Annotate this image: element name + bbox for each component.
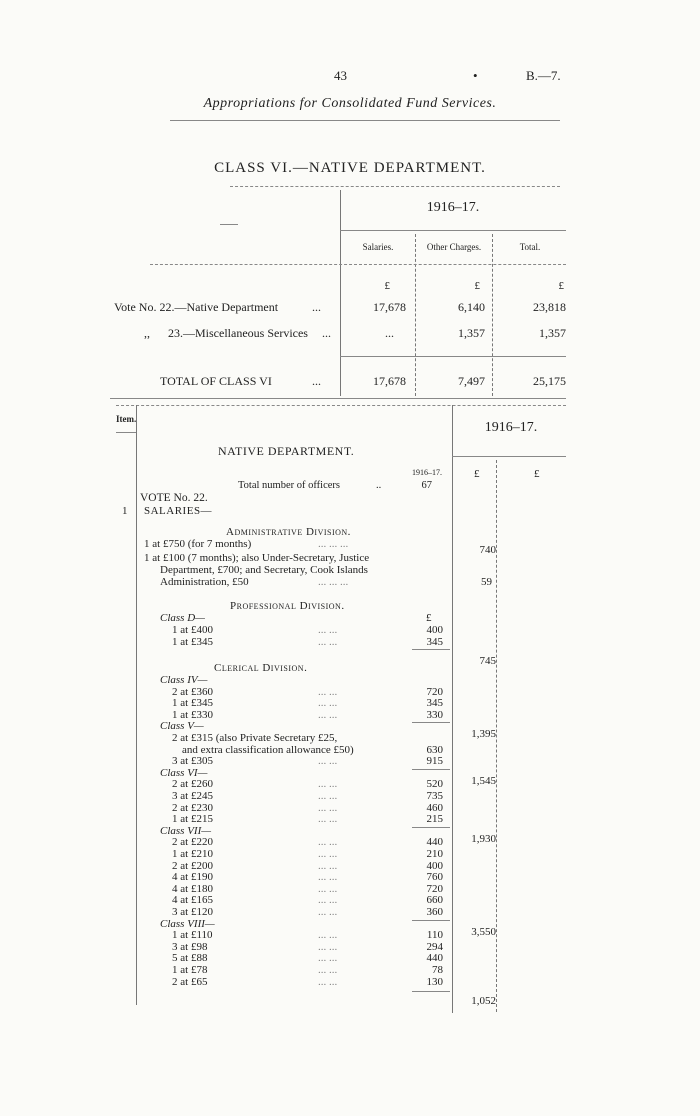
officers-dots: .. [376, 480, 382, 491]
salary-row-value: 78 [432, 964, 443, 976]
row-total: 23,818 [533, 300, 566, 314]
summary-bottom-rule [110, 398, 566, 399]
salary-row-label: 5 at £88 [172, 952, 208, 965]
class-title: CLASS VI.—NATIVE DEPARTMENT. [214, 160, 486, 176]
class-vi-label: Class VI— [160, 766, 208, 779]
total-dots: ... [312, 374, 321, 388]
row-other: 1,357 [458, 326, 485, 340]
class-vii-label: Class VII— [160, 824, 212, 837]
salary-row-label: 1 at £78 [172, 964, 208, 976]
subtotal-rule [412, 991, 450, 992]
salary-row-dots: ... ... [318, 685, 338, 698]
subtotal-rule [412, 649, 450, 650]
salary-row-dots: ... ... [318, 871, 338, 884]
salary-row-value: 460 [426, 801, 443, 814]
currency-other: £ [474, 280, 480, 292]
admin-line-2b: Department, £700; and Secretary, Cook Islands [160, 564, 368, 576]
class-subtotal: 1,395 [471, 728, 496, 741]
admin-line-1-dots: ... ... ... [318, 538, 349, 550]
salary-row-dots: ... ... [318, 975, 338, 988]
item-heading-rule [116, 432, 136, 433]
subtotal-rule [412, 827, 450, 828]
salary-row-value: 345 [426, 697, 443, 710]
salary-row-value: 520 [426, 778, 443, 791]
colhead-rule [150, 264, 566, 265]
class-v-label: Class V— [160, 720, 204, 733]
salary-row-label: 1 at £110 [172, 929, 213, 942]
class-subtotal: 1,930 [471, 832, 496, 845]
salary-row-label: 2 at £360 [172, 685, 213, 698]
page-number: 43 [334, 68, 347, 83]
detail-pound-1: £ [474, 468, 480, 480]
class-v-line-2: and extra classification allowance £50) [182, 743, 354, 756]
salary-row-dots: ... ... [318, 906, 338, 918]
salary-row-dots: ... ... [318, 952, 338, 965]
row-dots: ... [312, 300, 321, 314]
salary-row-label: 2 at £200 [172, 859, 213, 872]
header-bullet: • [473, 68, 478, 83]
admin-line-1: 1 at £750 (for 7 months) [144, 538, 252, 550]
total-salaries: 17,678 [373, 374, 406, 388]
class-subtotal: 1,052 [471, 995, 496, 1008]
subtotal-rule [412, 920, 450, 921]
salary-row-value: 760 [426, 871, 443, 884]
item-heading: Item. [116, 414, 137, 424]
salary-row-value: 440 [426, 836, 443, 849]
salary-row-value: 130 [426, 975, 443, 988]
salary-row-value: 735 [426, 790, 443, 802]
clerical-heading: Clerical Division. [214, 662, 308, 674]
salary-row-label: 4 at £180 [172, 882, 213, 895]
currency-total: £ [558, 280, 564, 292]
salary-row-value: 110 [426, 929, 443, 942]
salary-row-value: 720 [426, 685, 443, 698]
detail-pound-2: £ [534, 468, 540, 480]
header-rule [170, 120, 560, 121]
row-salaries: 17,678 [373, 300, 406, 314]
salary-row-label: 2 at £65 [172, 975, 208, 988]
salary-row-label: 1 at £215 [172, 813, 213, 826]
salary-row-value: 440 [426, 952, 443, 965]
salary-row-dots: ... ... [318, 813, 338, 826]
class-iv-label: Class IV— [160, 674, 208, 686]
summary-col-divider-3 [492, 234, 493, 396]
row-other: 6,140 [458, 300, 485, 314]
class-v-line-2-value: 630 [426, 743, 443, 756]
amount-col-divider [452, 405, 453, 1013]
salary-row-dots: ... ... [318, 624, 338, 636]
detail-year-rule [452, 456, 566, 457]
salary-row-label: 2 at £230 [172, 801, 213, 814]
salary-row-value: 720 [426, 882, 443, 895]
prof-class: Class D— [160, 612, 205, 624]
salary-row-value: 294 [426, 940, 443, 953]
admin-line-2a: 1 at £100 (7 months); also Under-Secretary, Justice [144, 552, 370, 564]
row-total: 1,357 [539, 326, 566, 340]
subtotal-rule [412, 722, 450, 723]
row-ditto: ,, [144, 326, 150, 340]
detail-year: 1916–17. [484, 420, 538, 435]
admin-heading: Administrative Division. [226, 526, 351, 538]
admin-line-2-dots: ... ... ... [318, 576, 349, 588]
admin-line-1-value: 740 [479, 544, 496, 556]
salary-row-value: 210 [426, 848, 443, 860]
salary-row-label: 1 at £345 [172, 697, 213, 710]
class-v-line-1: 2 at £315 (also Private Secretary £25, [172, 732, 338, 744]
salary-row-label: 4 at £165 [172, 894, 213, 907]
col-total: Total. [519, 242, 541, 252]
row-label: 23.—Miscellaneous Services [168, 326, 308, 340]
year-rule [340, 230, 566, 231]
salary-row-label: 1 at £400 [172, 624, 213, 636]
class-v-row-dots: ... ... [318, 755, 338, 768]
salary-row-label: 2 at £220 [172, 836, 213, 849]
summary-stub-dash [220, 224, 238, 225]
salary-row-dots: ... ... [318, 940, 338, 953]
summary-col-divider-2 [415, 234, 416, 396]
salary-row-dots: ... ... [318, 778, 338, 791]
salary-row-value: 345 [426, 635, 443, 648]
summary-year: 1916–17. [426, 200, 480, 215]
col-salaries: Salaries. [362, 242, 394, 252]
currency-salaries: £ [384, 280, 390, 292]
amount-col-divider-2 [496, 460, 497, 1012]
salary-row-dots: ... ... [318, 964, 338, 976]
row-dots: ... [322, 326, 331, 340]
salary-row-value: 660 [426, 894, 443, 907]
row-salaries: ... [385, 326, 394, 340]
salary-row-value: 400 [426, 624, 443, 636]
salary-row-dots: ... ... [318, 859, 338, 872]
salary-row-label: 3 at £245 [172, 790, 213, 802]
salary-row-dots: ... ... [318, 848, 338, 860]
admin-line-2c: Administration, £50 [160, 576, 249, 588]
salary-row-label: 1 at £330 [172, 708, 213, 721]
officers-year: 1916–17. [412, 468, 442, 477]
total-other: 7,497 [458, 374, 485, 388]
salary-row-label: 3 at £120 [172, 906, 213, 918]
doc-reference: B.—7. [526, 68, 561, 83]
salary-row-dots: ... ... [318, 635, 338, 648]
salary-row-dots: ... ... [318, 882, 338, 895]
subtotal-rule [412, 769, 450, 770]
class-v-row-value: 915 [426, 755, 443, 768]
salary-row-dots: ... ... [318, 801, 338, 814]
salary-row-label: 1 at £210 [172, 848, 213, 860]
salary-row-dots: ... ... [318, 790, 338, 802]
salary-row-dots: ... ... [318, 929, 338, 942]
officers-label: Total number of officers [238, 480, 340, 491]
row-label: Vote No. 22.—Native Department [114, 300, 279, 314]
salary-row-label: 3 at £98 [172, 940, 208, 953]
class-subtotal: 745 [479, 655, 496, 668]
title-rule [230, 186, 560, 187]
salary-row-value: 360 [426, 906, 443, 918]
salary-row-value: 215 [426, 813, 443, 826]
detail-top-rule [116, 405, 566, 406]
admin-line-2-value: 59 [481, 576, 492, 588]
class-v-row-label: 3 at £305 [172, 755, 213, 768]
item-col-divider [136, 405, 137, 1005]
total-total: 25,175 [533, 374, 566, 388]
salary-row-label: 4 at £190 [172, 871, 213, 884]
item-number: 1 [122, 505, 128, 517]
page-subtitle: Appropriations for Consolidated Fund Services. [203, 96, 497, 111]
salary-row-dots: ... ... [318, 708, 338, 721]
officers-count: 67 [421, 480, 432, 491]
salary-row-dots: ... ... [318, 697, 338, 710]
class-subtotal: 3,550 [471, 925, 496, 938]
class-subtotal: 1,545 [471, 774, 496, 787]
salary-row-label: 1 at £345 [172, 635, 213, 648]
summary-col-divider-1 [340, 190, 341, 396]
detail-title: NATIVE DEPARTMENT. [218, 444, 355, 458]
prof-heading: Professional Division. [230, 600, 345, 612]
class-viii-label: Class VIII— [160, 917, 215, 930]
prof-pound: £ [426, 612, 432, 624]
salaries-label: SALARIES— [144, 505, 213, 517]
salary-row-dots: ... ... [318, 894, 338, 907]
vote-label: VOTE No. 22. [140, 492, 208, 504]
total-rule [340, 356, 566, 357]
total-label: TOTAL OF CLASS VI [160, 374, 272, 388]
salary-row-dots: ... ... [318, 836, 338, 849]
salary-row-value: 330 [426, 708, 443, 721]
salary-row-label: 2 at £260 [172, 778, 213, 791]
col-other-charges: Other Charges. [426, 242, 482, 252]
salary-row-value: 400 [426, 859, 443, 872]
